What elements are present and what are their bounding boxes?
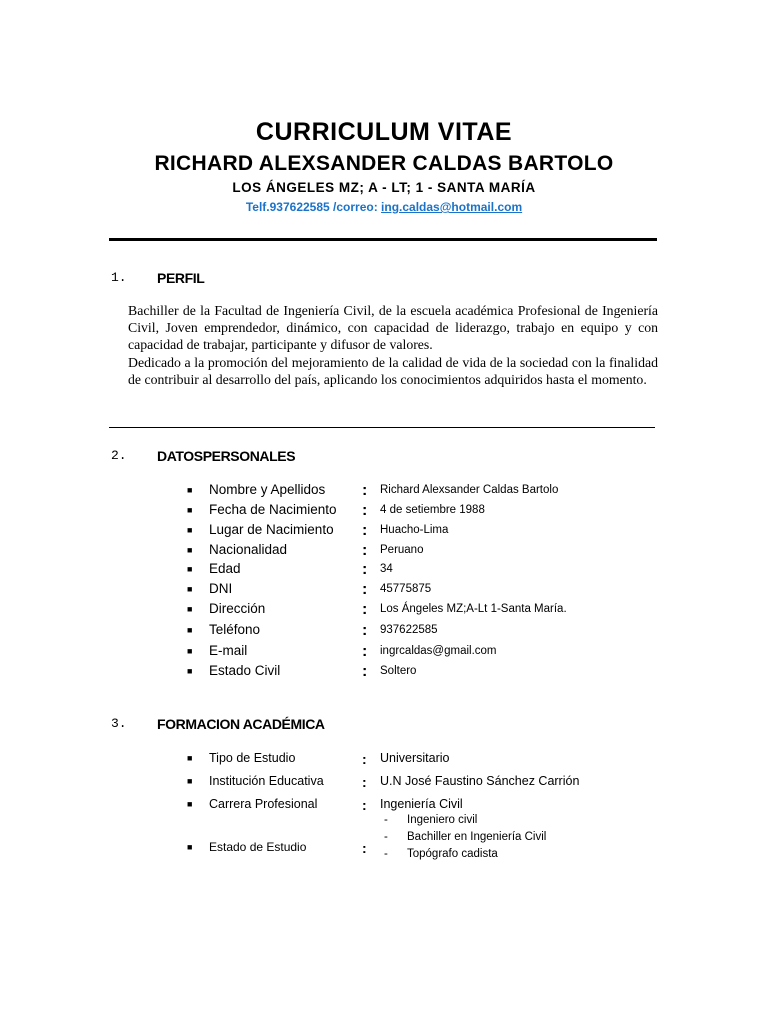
row-label: Fecha de Nacimiento <box>209 502 337 517</box>
row-colon: : <box>362 502 368 519</box>
header-divider <box>109 238 657 241</box>
row-colon: : <box>362 751 367 767</box>
row-value: Huacho-Lima <box>380 524 449 536</box>
row-colon: : <box>362 542 368 559</box>
profile-paragraph-1: Bachiller de la Facultad de Ingeniería Civil, de la escuela académica Profesional de Ingeniería Civil, Joven emprendedor, dinámico, con capacidad de liderazgo, trabajo en equipo y con capacidad de trabajar, participante y difusor de valores. <box>128 303 658 353</box>
bullet-icon: ■ <box>187 666 193 676</box>
row-colon: : <box>362 561 368 578</box>
personal-data-row <box>187 559 607 579</box>
row-value: 4 de setiembre 1988 <box>380 504 485 516</box>
row-value: ingrcaldas@gmail.com <box>380 645 497 657</box>
row-value: U.N José Faustino Sánchez Carrión <box>380 774 580 788</box>
bullet-icon: ■ <box>187 525 193 535</box>
personal-data-row <box>187 520 607 540</box>
personal-data-row <box>187 599 607 619</box>
dash-icon: - <box>384 831 388 843</box>
row-label: Estado Civil <box>209 663 281 678</box>
row-label: Nombre y Apellidos <box>209 482 326 497</box>
row-value: Richard Alexsander Caldas Bartolo <box>380 484 559 496</box>
profile-text <box>128 302 658 388</box>
bullet-icon: ■ <box>187 604 193 614</box>
bullet-icon: ■ <box>187 584 193 594</box>
section-title-datos: DATOSPERSONALES <box>157 448 296 464</box>
bullet-icon: ■ <box>187 625 193 635</box>
row-label: Teléfono <box>209 622 261 637</box>
row-label: Tipo de Estudio <box>209 751 296 765</box>
row-colon: : <box>362 522 368 539</box>
personal-data-row <box>187 540 607 560</box>
row-label: Estado de Estudio <box>209 840 307 854</box>
row-colon: : <box>362 622 368 639</box>
row-colon: : <box>362 840 367 856</box>
profile-paragraph-2: Dedicado a la promoción del mejoramiento de la calidad de vida de la sociedad con la finalidad de contribuir al desarrollo del país, aplicando los conocimientos adquiridos hasta el momento. <box>128 354 658 387</box>
dash-icon: - <box>384 848 388 860</box>
personal-data-row <box>187 661 607 681</box>
personal-data-row <box>187 641 607 661</box>
bullet-icon: ■ <box>187 545 193 555</box>
study-status-item <box>384 829 546 846</box>
study-status-list <box>384 812 546 863</box>
contact-email-link[interactable]: ing.caldas@hotmail.com <box>381 200 523 214</box>
section-number-datos: 2. <box>111 448 127 463</box>
study-status-item <box>384 846 546 863</box>
row-label: Carrera Profesional <box>209 797 318 811</box>
section-number-perfil: 1. <box>111 270 127 285</box>
education-row <box>187 794 607 814</box>
row-label: E-mail <box>209 643 248 658</box>
row-value: Peruano <box>380 544 424 556</box>
bullet-icon: ■ <box>187 753 193 763</box>
row-colon: : <box>362 663 368 680</box>
row-colon: : <box>362 797 367 813</box>
study-status-item <box>384 812 546 829</box>
personal-data-row <box>187 620 607 640</box>
personal-data-row <box>187 500 607 520</box>
contact-line <box>0 200 768 214</box>
contact-phone: Telf.937622585 /correo: <box>245 200 382 214</box>
row-colon: : <box>362 601 368 618</box>
bullet-icon: ■ <box>187 842 193 852</box>
personal-data-row <box>187 480 607 500</box>
row-colon: : <box>362 581 368 598</box>
education-row <box>187 748 607 768</box>
education-row <box>187 771 607 791</box>
personal-data-row <box>187 579 607 599</box>
row-label: Dirección <box>209 601 266 616</box>
bullet-icon: ■ <box>187 646 193 656</box>
row-label: Lugar de Nacimiento <box>209 522 334 537</box>
dash-icon: - <box>384 814 388 826</box>
section-title-formacion: FORMACION ACADÉMICA <box>157 716 325 732</box>
row-value: 937622585 <box>380 624 438 636</box>
row-value: Los Ángeles MZ;A-Lt 1-Santa María. <box>380 603 567 615</box>
cv-title: CURRICULUM VITAE <box>255 118 513 146</box>
section-divider <box>109 427 655 428</box>
row-label: Edad <box>209 561 241 576</box>
section-title-perfil: PERFIL <box>157 270 205 286</box>
row-colon: : <box>362 482 368 499</box>
section-number-formacion: 3. <box>111 716 127 731</box>
study-status-text: Bachiller en Ingeniería Civil <box>407 831 547 843</box>
study-status-text: Ingeniero civil <box>407 814 478 826</box>
row-colon: : <box>362 643 368 660</box>
row-value: Universitario <box>380 751 450 765</box>
study-status-text: Topógrafo cadista <box>407 848 498 860</box>
row-value: Soltero <box>380 665 417 677</box>
row-value: Ingeniería Civil <box>380 797 463 811</box>
bullet-icon: ■ <box>187 564 193 574</box>
row-value: 34 <box>380 563 393 575</box>
row-value: 45775875 <box>380 583 432 595</box>
row-label: Nacionalidad <box>209 542 288 557</box>
row-label: DNI <box>209 581 233 596</box>
bullet-icon: ■ <box>187 776 193 786</box>
candidate-name: RICHARD ALEXSANDER CALDAS BARTOLO <box>154 152 614 175</box>
bullet-icon: ■ <box>187 505 193 515</box>
bullet-icon: ■ <box>187 799 193 809</box>
bullet-icon: ■ <box>187 485 193 495</box>
candidate-address: LOS ÁNGELES MZ; A - LT; 1 - SANTA MARÍA <box>232 180 536 195</box>
row-colon: : <box>362 774 367 790</box>
row-label: Institución Educativa <box>209 774 324 788</box>
